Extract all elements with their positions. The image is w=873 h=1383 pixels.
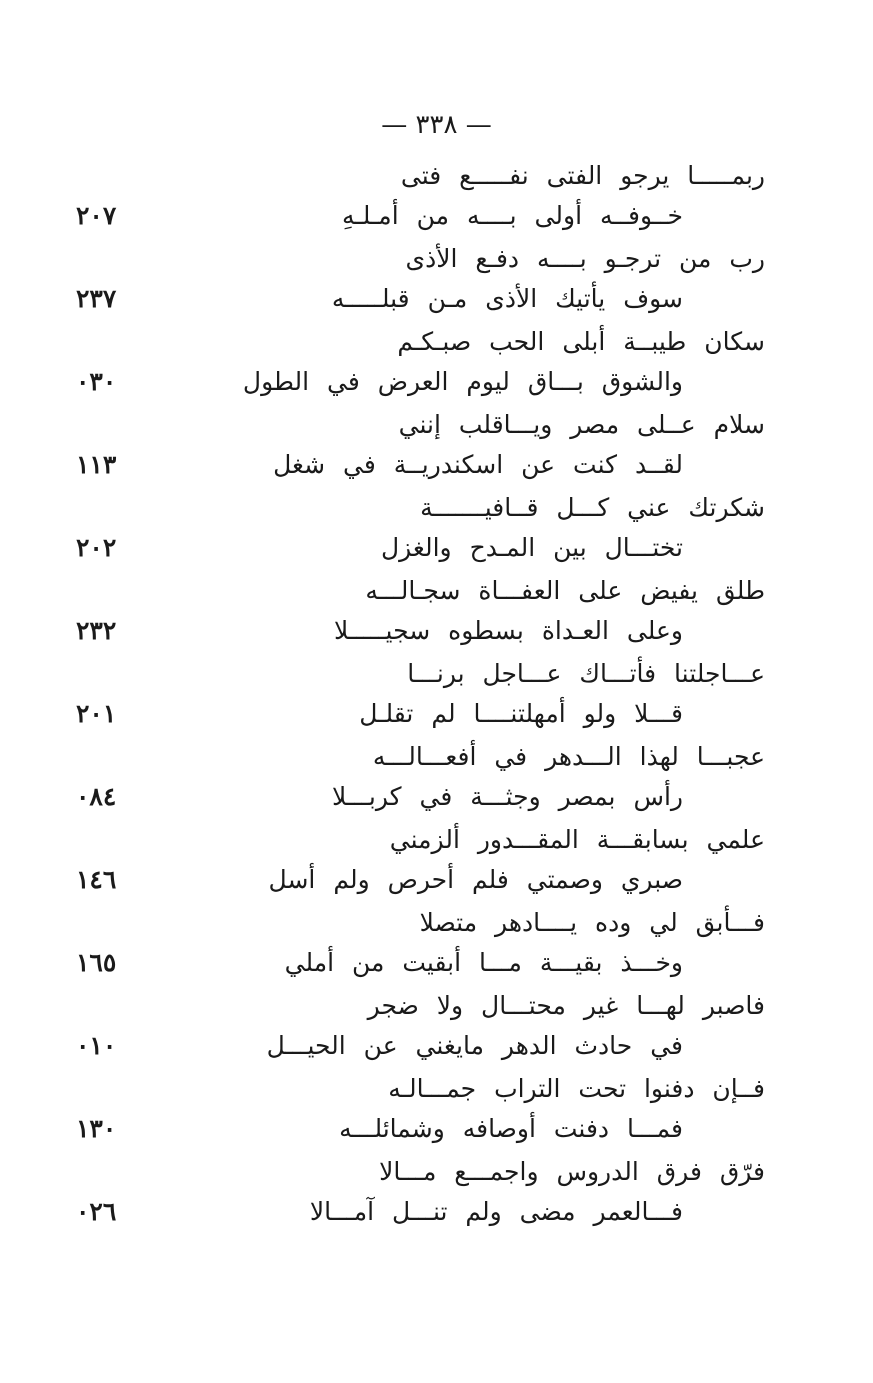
verse-second-hemistich: وعلى العـداة بسطوه سجيـــــلا: [333, 616, 683, 645]
verse-first-hemistich: فرّق فرق الدروس واجمـــع مـــالا: [379, 1157, 765, 1186]
poem-number: ٢٠٧: [76, 201, 117, 230]
verse-entry: [60, 648, 775, 731]
verse-second-hemistich: خــوفــه أولى بــــه من أمـلـهِ: [341, 201, 683, 230]
poem-number: ١٤٦: [76, 865, 117, 894]
verse-entry: [60, 1063, 775, 1146]
poem-number: ١٣٠: [76, 1114, 117, 1143]
verse-first-hemistich: رب من ترجـو بــــه دفـع الأذى: [405, 244, 765, 273]
verse-entry: [60, 399, 775, 482]
verse-first-hemistich: عـــاجلتنا فأتـــاك عـــاجل برنـــا: [407, 659, 765, 688]
verse-first-hemistich: فــإن دفنوا تحت التراب جمـــالـه: [388, 1074, 765, 1103]
poem-number: ٢٠٢: [76, 533, 117, 562]
verse-entry: [60, 565, 775, 648]
verse-first-hemistich: عجبـــا لهذا الـــدهر في أفعـــالـــه: [372, 742, 765, 771]
verse-second-hemistich: صبري وصمتي فلم أحرص ولم أسل: [268, 865, 683, 894]
verse-first-hemistich: سكان طيبــة أبلى الحب صبـكـم: [397, 327, 765, 356]
poem-number: ٠٨٤: [76, 782, 117, 811]
verse-second-hemistich: تختـــال بين المـدح والغزل: [380, 533, 683, 562]
verse-second-hemistich: فـــالعمر مضى ولم تنـــل آمـــالا: [309, 1197, 683, 1226]
verse-first-hemistich: ربمـــــا يرجو الفتى نفـــــع فتى: [400, 161, 765, 190]
verse-first-hemistich: علمي بسابقـــة المقـــدور ألزمني: [389, 825, 765, 854]
verse-first-hemistich: سلام عــلى مصر ويـــاقلب إنني: [398, 410, 765, 439]
verse-first-hemistich: فـــأبق لي وده يــــادهر متصلا: [419, 908, 765, 937]
verse-second-hemistich: فمـــا دفنت أوصافه وشمائلـــه: [339, 1114, 683, 1143]
verse-entry: [60, 731, 775, 814]
poem-number: ٠١٠: [76, 1031, 117, 1060]
verse-entry: [60, 482, 775, 565]
verse-entry: [60, 814, 775, 897]
verse-index-list: [60, 150, 775, 1229]
poem-number: ١٦٥: [76, 948, 117, 977]
verse-second-hemistich: والشوق بـــاق ليوم العرض في الطول: [242, 367, 683, 396]
verse-second-hemistich: قـــلا ولو أمهلتنــــا لم تقلـل: [359, 699, 683, 728]
poem-number: ٢٣٢: [76, 616, 117, 645]
verse-second-hemistich: لقــد كنت عن اسكندريــة في شغل: [273, 450, 683, 479]
poem-number: ٠٣٠: [76, 367, 117, 396]
verse-entry: [60, 980, 775, 1063]
page-number: — ٣٣٨ —: [381, 110, 492, 140]
verse-second-hemistich: وخـــذ بقيـــة مـــا أبقيت من أملي: [284, 948, 683, 977]
verse-entry: [60, 233, 775, 316]
verse-first-hemistich: طلق يفيض على العفـــاة سجـالـــه: [365, 576, 765, 605]
verse-first-hemistich: شكرتك عني كـــل قــافيـــــــة: [420, 493, 765, 522]
verse-second-hemistich: في حادث الدهر مايغني عن الحيـــل: [266, 1031, 683, 1060]
verse-entry: [60, 897, 775, 980]
verse-entry: [60, 1146, 775, 1229]
verse-second-hemistich: سوف يأتيك الأذى مـن قبلـــــه: [331, 284, 683, 313]
verse-second-hemistich: رأس بمصر وجثـــة في كربـــلا: [332, 782, 683, 811]
poem-number: ١١٣: [76, 450, 117, 479]
poem-number: ٠٢٦: [76, 1197, 117, 1226]
verse-entry: [60, 316, 775, 399]
poem-number: ٢٠١: [76, 699, 117, 728]
poem-number: ٢٣٧: [76, 284, 117, 313]
verse-entry: [60, 150, 775, 233]
verse-first-hemistich: فاصبر لهـــا غير محتـــال ولا ضجر: [367, 991, 765, 1020]
